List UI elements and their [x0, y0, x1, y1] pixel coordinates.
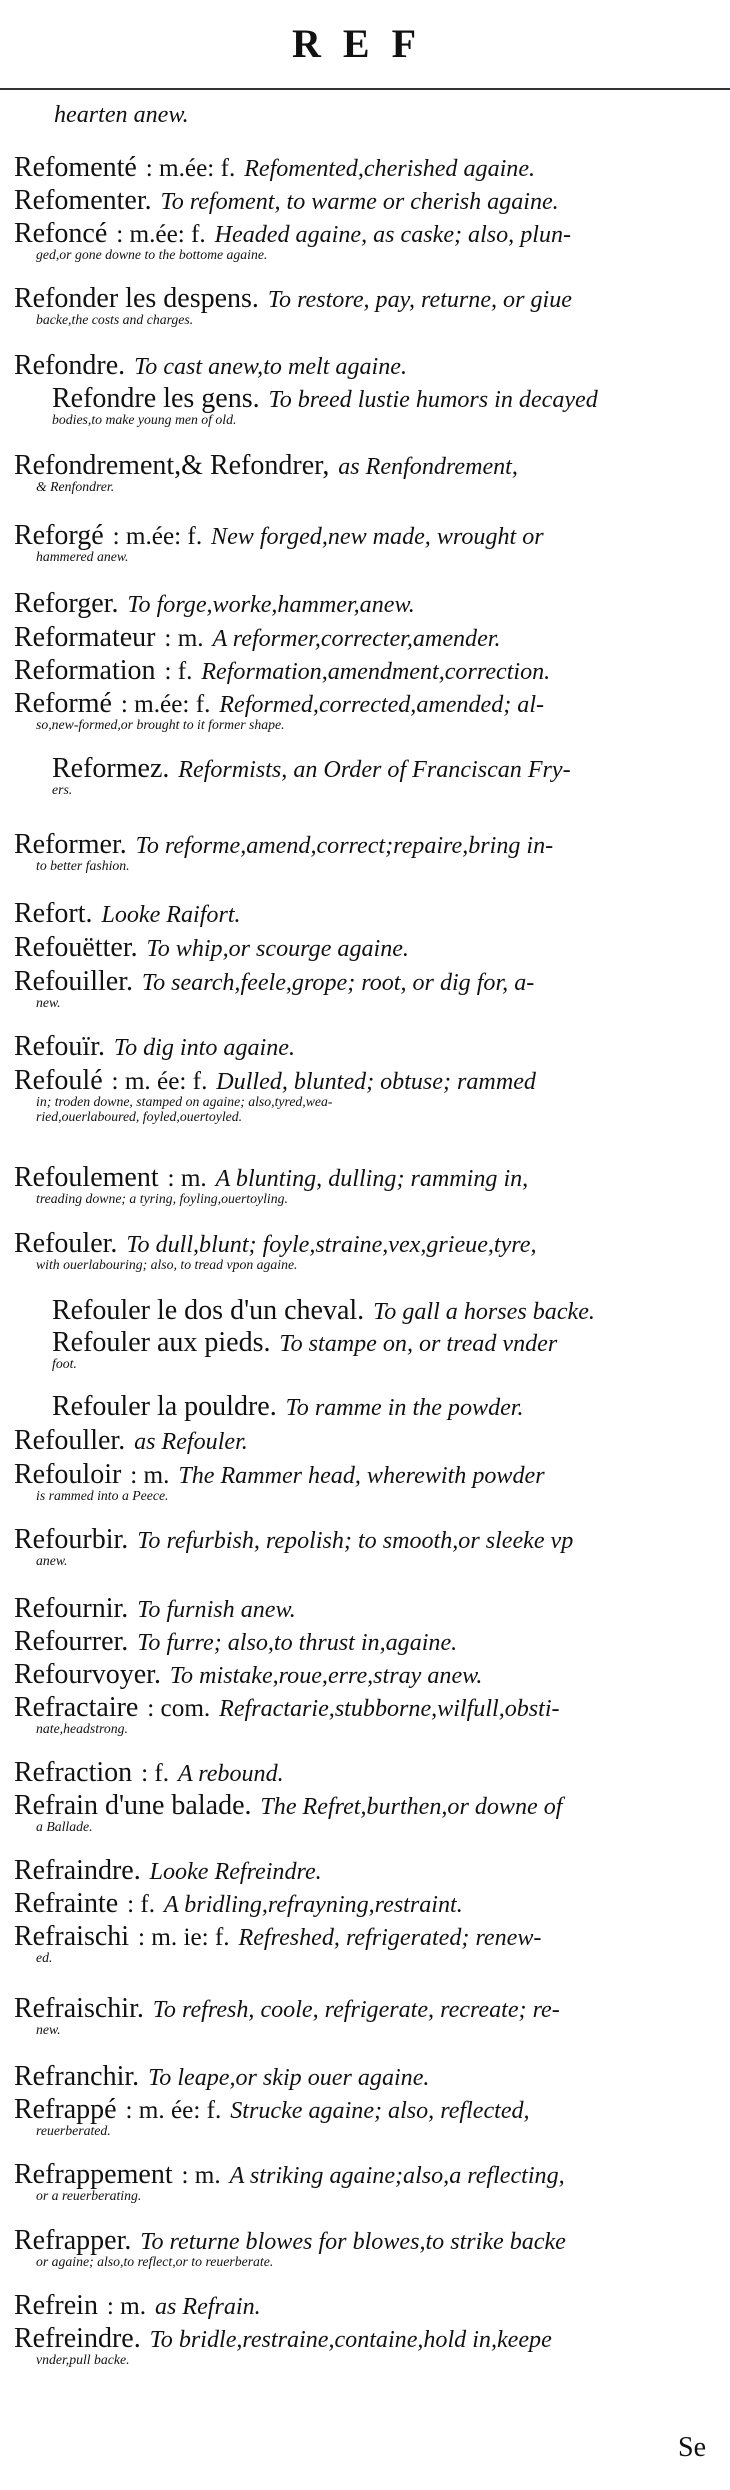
headword: Refrein [14, 2290, 98, 2321]
definition-continuation: or a reuerberating. [36, 2189, 142, 2204]
headword: Refoulement [14, 1162, 159, 1193]
definition-continuation: ed. [36, 1951, 53, 1966]
dictionary-entry [14, 932, 714, 966]
catchword: Se [678, 2432, 706, 2463]
dictionary-entry [14, 829, 714, 898]
page-header: REF [292, 21, 438, 66]
entry-first-line [14, 2225, 714, 2255]
headword: Refondre. [14, 350, 126, 381]
headword: Refondre les gens. [52, 383, 260, 414]
definition: as Renfondrement, [338, 454, 518, 480]
headword: Refournir. [14, 1593, 129, 1624]
definition: To leape,or skip ouer againe. [148, 2065, 430, 2091]
definition: A blunting, dulling; ramming in, [215, 1166, 529, 1192]
definition-continuation: in; troden downe, stamped on againe; also,tyred,wea- [36, 1095, 333, 1110]
grammar: : m. ée: f. [125, 2097, 222, 2124]
definition: To refurbish, repolish; to smooth,or sleeke vp [137, 1528, 574, 1554]
definition: New forged,new made, wrought or [211, 524, 544, 550]
entry-first-line [14, 1031, 714, 1061]
definition: as Refouler. [134, 1429, 248, 1455]
headword: Refourbir. [14, 1524, 129, 1555]
grammar: : m. [167, 1165, 207, 1192]
entry-first-line [14, 1993, 714, 2023]
entry-first-line [14, 898, 714, 928]
dictionary-entry [14, 622, 714, 655]
entry-first-line [14, 1228, 714, 1258]
entry-first-line [14, 350, 714, 380]
entry-first-line [14, 1692, 714, 1722]
headword: Refouler aux pieds. [52, 1327, 271, 1358]
definition: To bridle,restraine,containe,hold in,keepe [149, 2327, 552, 2353]
grammar: : f. [127, 1891, 156, 1918]
dictionary-entry [14, 2061, 714, 2094]
dictionary-entry [14, 1295, 714, 1327]
dictionary-entry [14, 1692, 714, 1757]
entry-first-line [14, 2094, 714, 2124]
entry-first-line [14, 1921, 714, 1951]
definition: To furre; also,to thrust in,againe. [137, 1630, 458, 1656]
entry-first-line [14, 283, 714, 313]
definition: To breed lustie humors in decayed [268, 387, 598, 413]
headword: Refrainte [14, 1888, 119, 1919]
entry-first-line [14, 2159, 714, 2189]
definition-continuation: foot. [52, 1357, 77, 1372]
headword: Refranchir. [14, 2061, 140, 2092]
headword: Reformez. [52, 753, 170, 784]
dictionary-entry [14, 1524, 714, 1593]
grammar: : m. [130, 1462, 170, 1489]
entry-first-line [14, 2323, 714, 2353]
definition-continuation: ers. [52, 783, 73, 798]
definition: The Refret,burthen,or downe of [260, 1794, 563, 1820]
entry-first-line [14, 1065, 714, 1095]
header-rule [0, 88, 730, 90]
dictionary-entry [14, 1993, 714, 2061]
definition: To reforme,amend,correct;repaire,bring in- [135, 833, 554, 859]
definition: A reformer,correcter,amender. [212, 626, 501, 652]
dictionary-entry [14, 1888, 714, 1921]
dictionary-entry [14, 688, 714, 753]
grammar: : m.ée: f. [116, 221, 206, 248]
definition-continuation: to better fashion. [36, 859, 130, 874]
definition-continuation: bodies,to make young men of old. [52, 413, 237, 428]
dictionary-entry [14, 383, 714, 450]
grammar: : f. [164, 658, 193, 685]
headword: Refrain d'une balade. [14, 1790, 252, 1821]
definition-continuation: & Renfondrer. [36, 480, 115, 495]
definition: Refreshed, refrigerated; renew- [238, 1925, 542, 1951]
entry-first-line [14, 966, 714, 996]
entry-first-line [14, 1162, 714, 1192]
definition-continuation: new. [36, 996, 61, 1011]
headword: Refraischi [14, 1921, 130, 1952]
entry-first-line [14, 622, 714, 652]
entry-first-line [14, 655, 714, 685]
headword: Refractaire [14, 1692, 139, 1723]
dictionary-entry [14, 966, 714, 1031]
dictionary-entry [14, 1459, 714, 1524]
headword: Refouler. [14, 1228, 118, 1259]
headword: Refondrement,& Refondrer, [14, 450, 330, 481]
entry-first-line [14, 932, 714, 962]
definition-continuation: a Ballade. [36, 1820, 93, 1835]
definition-continuation: ried,ouerlaboured, foyled,ouertoyled. [36, 1109, 243, 1124]
definition: To ramme in the powder. [285, 1395, 524, 1421]
definition-continuation: reuerberated. [36, 2124, 111, 2139]
dictionary-entry [14, 1031, 714, 1065]
definition: To dull,blunt; foyle,straine,vex,grieue,tyre, [126, 1232, 537, 1258]
definition: To furnish anew. [137, 1597, 296, 1623]
definition: To mistake,roue,erre,stray anew. [169, 1663, 483, 1689]
entry-first-line [14, 2061, 714, 2091]
grammar: : m. ée: f. [111, 1068, 208, 1095]
definition-continuation: hammered anew. [36, 550, 129, 565]
dictionary-entry [14, 2159, 714, 2225]
definition: A rebound. [177, 1761, 284, 1787]
headword: Refouiller. [14, 966, 133, 997]
headword: Reformer. [14, 829, 127, 860]
headword: Refouëtter. [14, 932, 138, 963]
dictionary-entry [14, 1757, 714, 1790]
definition-continuation: ged,or gone downe to the bottome againe. [36, 248, 268, 263]
dictionary-entry [14, 655, 714, 688]
definition: Reformed,corrected,amended; al- [219, 692, 545, 718]
headword: Refomenté [14, 152, 137, 183]
dictionary-entry [14, 1593, 714, 1626]
dictionary-entry [14, 520, 714, 588]
definition: To whip,or scourge againe. [146, 936, 409, 962]
definition-continuation: treading downe; a tyring, foyling,ouertoyling. [36, 1192, 288, 1207]
entry-first-line [14, 1391, 714, 1421]
definition: The Rammer head, wherewith powder [178, 1463, 545, 1489]
grammar: : m. [164, 625, 204, 652]
definition: Refomented,cherished againe. [244, 156, 536, 182]
definition-continuation: new. [36, 2023, 61, 2038]
definition: To forge,worke,hammer,anew. [127, 592, 415, 618]
grammar: : m.ée: f. [145, 155, 236, 182]
dictionary-entry [14, 2290, 714, 2323]
headword: Refrappé [14, 2094, 117, 2125]
headword: Reforgé [14, 520, 104, 551]
definition: To restore, pay, returne, or giue [267, 287, 572, 313]
grammar: : m. [181, 2162, 221, 2189]
dictionary-entry [14, 898, 714, 932]
definition: Strucke againe; also, reflected, [230, 2098, 530, 2124]
entry-first-line [14, 185, 714, 215]
dictionary-entry [14, 2225, 714, 2290]
headword: Refouller. [14, 1425, 126, 1456]
entry-first-line [14, 753, 714, 783]
headword: Reformateur [14, 622, 156, 653]
headword: Refraindre. [14, 1855, 141, 1886]
definition: To stampe on, or tread vnder [279, 1331, 558, 1357]
entry-first-line [14, 1659, 714, 1689]
entry-first-line [14, 1757, 714, 1787]
entry-first-line [14, 1790, 714, 1820]
dictionary-entry [14, 1855, 714, 1888]
grammar: : m.ée: f. [112, 523, 203, 550]
entry-first-line [14, 1295, 714, 1325]
definition: Reformation,amendment,correction. [201, 659, 551, 685]
definition: To returne blowes for blowes,to strike backe [140, 2229, 566, 2255]
definition: Reformists, an Order of Franciscan Fry- [178, 757, 571, 783]
headword: Reforger. [14, 588, 119, 619]
dictionary-entry [14, 1921, 714, 1993]
dictionary-entry [14, 1065, 714, 1162]
definition: Refractarie,stubborne,wilfull,obsti- [219, 1696, 560, 1722]
definition-continuation: so,new-formed,or brought to it former shape. [36, 718, 285, 733]
entry-first-line [14, 588, 714, 618]
definition-continuation: is rammed into a Peece. [36, 1489, 169, 1504]
headword: Refomenter. [14, 185, 152, 216]
definition: A bridling,refrayning,restraint. [163, 1892, 463, 1918]
definition: To cast anew,to melt againe. [134, 354, 407, 380]
dictionary-entry [14, 1228, 714, 1295]
headword: Refonder les despens. [14, 283, 259, 314]
grammar: : com. [147, 1695, 211, 1722]
grammar: : m.ée: f. [120, 691, 211, 718]
headword: Refouïr. [14, 1031, 105, 1062]
entry-first-line [14, 688, 714, 718]
grammar: : m. [106, 2293, 147, 2320]
definition-continuation: anew. [36, 1554, 68, 1569]
definition: To search,feele,grope; root, or dig for, a- [141, 970, 535, 996]
dictionary-entry [14, 218, 714, 283]
dictionary-entry [14, 753, 714, 829]
dictionary-entry [14, 98, 714, 152]
dictionary-entry [14, 350, 714, 383]
entry-first-line [14, 520, 714, 550]
headword: Refouloir [14, 1459, 122, 1490]
entry-first-line [14, 1459, 714, 1489]
headword: Reformation [14, 655, 156, 686]
entry-list [14, 98, 714, 2389]
dictionary-entry [14, 1391, 714, 1425]
entry-first-line [14, 152, 714, 182]
entry-first-line [14, 1593, 714, 1623]
definition-continuation: nate,headstrong. [36, 1722, 128, 1737]
definition-continuation: with ouerlabouring; also, to tread vpon againe. [36, 1258, 298, 1273]
definition: To dig into againe. [113, 1035, 295, 1061]
headword: Refouler la pouldre. [52, 1391, 277, 1422]
definition: To refoment, to warme or cherish againe. [160, 189, 559, 215]
definition: hearten anew. [54, 102, 189, 128]
entry-first-line [14, 1888, 714, 1918]
entry-first-line [14, 1425, 714, 1455]
headword: Refraction [14, 1757, 133, 1788]
dictionary-entry [14, 152, 714, 185]
entry-first-line [14, 829, 714, 859]
definition: Looke Refreindre. [149, 1859, 322, 1885]
dictionary-entry [14, 2094, 714, 2159]
headword: Refrappement [14, 2159, 173, 2190]
headword: Refoncé [14, 218, 108, 249]
definition: Looke Raifort. [101, 902, 241, 928]
grammar: : m. ie: f. [137, 1924, 230, 1951]
definition: To gall a horses backe. [373, 1299, 595, 1325]
dictionary-entry [14, 588, 714, 622]
dictionary-entry [14, 1659, 714, 1692]
entry-first-line [14, 2290, 714, 2320]
definition: To refresh, coole, refrigerate, recreate; re- [152, 1997, 560, 2023]
dictionary-entry [14, 450, 714, 520]
definition: Headed againe, as caske; also, plun- [214, 222, 572, 248]
headword: Refoulé [14, 1065, 103, 1096]
dictionary-entry [14, 1790, 714, 1855]
grammar: : f. [141, 1760, 170, 1787]
dictionary-entry [14, 1425, 714, 1459]
dictionary-entry [14, 1162, 714, 1228]
entry-first-line [14, 1524, 714, 1554]
definition: Dulled, blunted; obtuse; rammed [216, 1069, 536, 1095]
definition-continuation: backe,the costs and charges. [36, 313, 194, 328]
headword: Refouler le dos d'un cheval. [52, 1295, 365, 1326]
entry-first-line [14, 218, 714, 248]
definition-continuation: vnder,pull backe. [36, 2353, 130, 2368]
dictionary-entry [14, 185, 714, 218]
headword: Refourrer. [14, 1626, 129, 1657]
headword: Refreindre. [14, 2323, 141, 2354]
headword: Refort. [14, 898, 93, 929]
dictionary-entry [14, 283, 714, 350]
dictionary-entry [14, 1327, 714, 1391]
dictionary-entry [14, 1626, 714, 1659]
entry-first-line [14, 383, 714, 413]
definition: as Refrain. [154, 2294, 261, 2320]
entry-first-line [14, 1327, 714, 1357]
definition-continuation: or againe; also,to reflect,or to reuerberate. [36, 2255, 274, 2270]
headword: Refourvoyer. [14, 1659, 161, 1690]
headword: Reformé [14, 688, 112, 719]
headword: Refraischir. [14, 1993, 144, 2024]
entry-first-line [14, 98, 714, 128]
headword: Refrapper. [14, 2225, 132, 2256]
entry-first-line [14, 450, 714, 480]
entry-first-line [14, 1626, 714, 1656]
entry-first-line [14, 1855, 714, 1885]
definition: A striking againe;also,a reflecting, [229, 2163, 565, 2189]
dictionary-entry [14, 2323, 714, 2389]
